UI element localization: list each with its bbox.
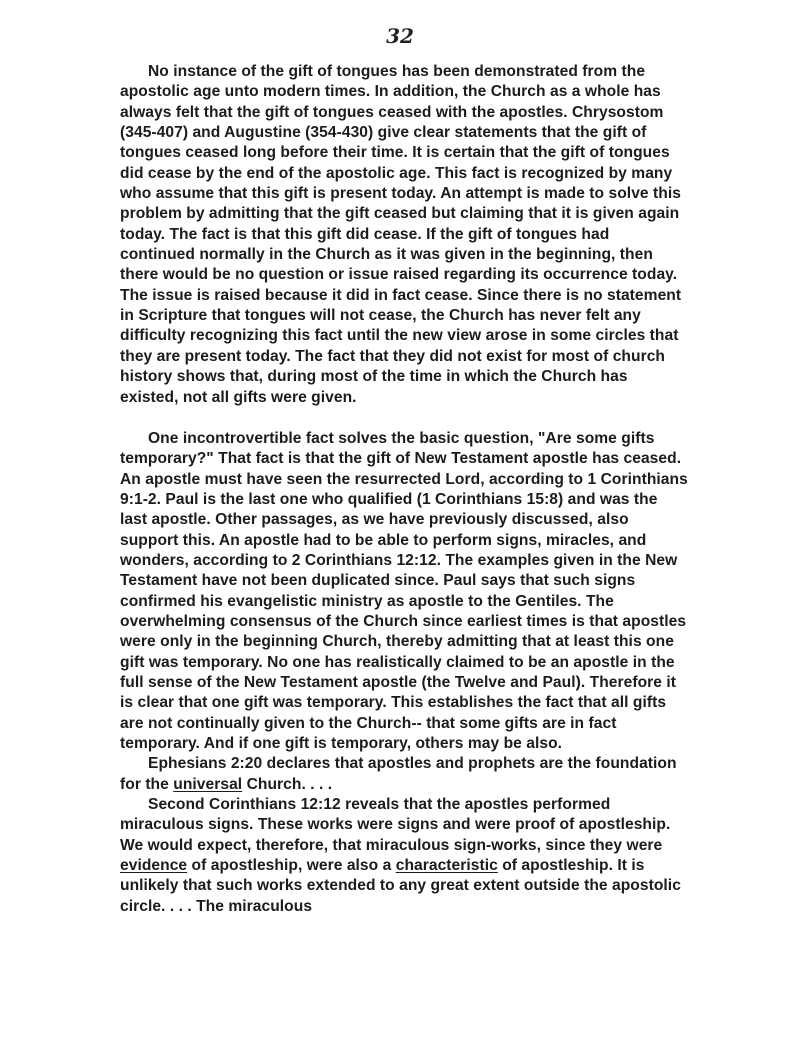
paragraph-4-text-3: of apostleship. It is unlikely that such works extended to any great extent outside the apostolic circle. . . . The miraculous: [120, 857, 681, 915]
paragraph-4-text-2: of apostleship, were also a: [187, 857, 396, 875]
paragraph-3-text-after: Church. . . .: [242, 775, 333, 793]
underlined-word-universal: universal: [173, 775, 243, 793]
paragraph-3-text-before: Ephesians 2:20 declares that apostles and prophets are the foundation for the: [120, 755, 677, 793]
paragraph-gap: [120, 408, 688, 429]
underlined-word-evidence: evidence: [120, 857, 188, 875]
page-number: 32: [386, 24, 414, 48]
underlined-word-characteristic: characteristic: [395, 857, 498, 875]
paragraph-2: One incontrovertible fact solves the basic question, "Are some gifts temporary?" That fact is that the gift of New Testament apostle has ceased. An apostle must have seen the resurrected Lord, according to 1 Corinthians 9:1-2. Paul is the last one who qualified (1 Corinthians 15:8) and was the last apostle. Other passages, as we have previously discussed, also support this. An apostle had to be able to perform signs, miracles, and wonders, according to 2 Corinthians 12:12. The examples given in the New Testament have not been duplicated since. Paul says that such signs confirmed his evangelistic ministry as apostle to the Gentiles. The overwhelming consensus of the Church since earliest times is that apostles were only in the beginning Church, thereby admitting that at least this one gift was temporary. No one has realistically claimed to be an apostle in the full sense of the New Testament apostle (the Twelve and Paul). Therefore it is clear that one gift was temporary. This establishes the fact that all gifts are not continually given to the Church-- that some gifts are in fact temporary. And if one gift is temporary, others may be also.: [120, 429, 688, 752]
paragraph-1: No instance of the gift of tongues has been demonstrated from the apostolic age unto modern times. In addition, the Church as a whole has always felt that the gift of tongues ceased with the apostles. Chrysostom (345-407) and Augustine (354-430) give clear statements that the gift of tongues ceased long before their time. It is certain that the gift of tongues did cease by the end of the apostolic age. This fact is recognized by many who assume that this gift is present today. An attempt is made to solve this problem by admitting that the gift ceased but claiming that it is given again today. The fact is that this gift did cease. If the gift of tongues had continued normally in the Church as it was given in the beginning, then there would be no question or issue raised regarding its occurrence today. The issue is raised because it did in fact cease. Since there is no statement in Scripture that tongues will not cease, the Church has never felt any difficulty recognizing this fact until the new view arose in some circles that they are present today. The fact that they did not exist for most of church history shows that, during most of the time in which the Church has existed, not all gifts were given.: [120, 63, 682, 406]
paragraph-4-text-1: Second Corinthians 12:12 reveals that the apostles performed miraculous signs. These works were signs and were proof of apostleship. We would expect, therefore, that miraculous sign-works, since they were: [120, 796, 671, 854]
paragraph-3: [120, 754, 688, 795]
paragraph-4: [120, 795, 688, 917]
body-text: [120, 62, 688, 917]
